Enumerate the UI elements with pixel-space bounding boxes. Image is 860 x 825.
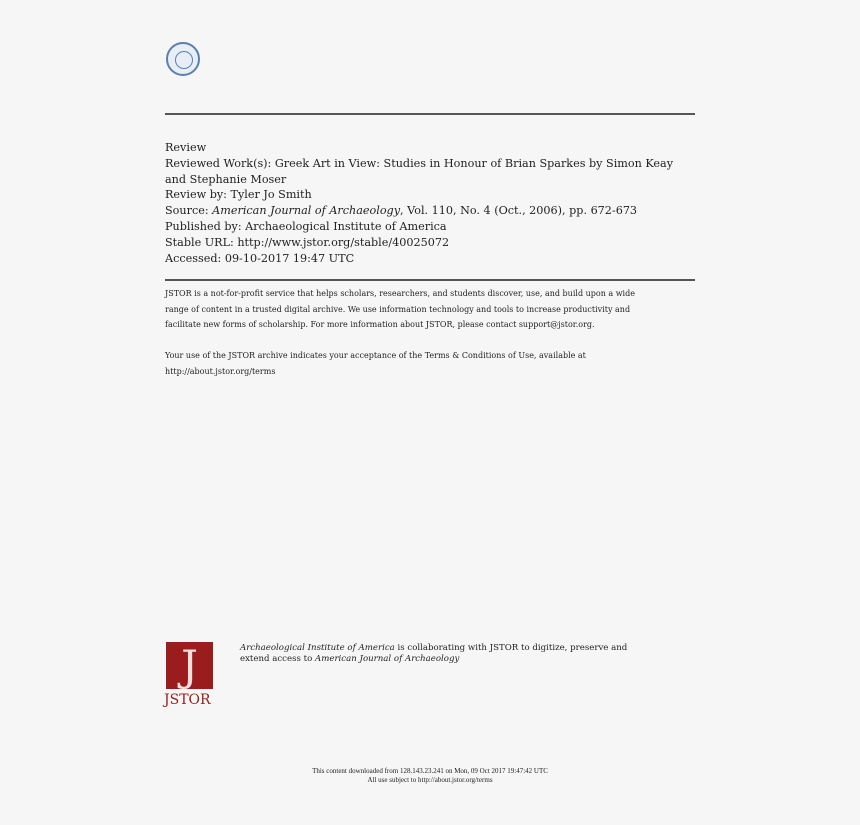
download-footer	[0, 767, 860, 785]
notice-line: facilitate new forms of scholarship. For more information about JSTOR, please contact support@jstor.org.	[165, 320, 595, 330]
collab-text: is collaborating with JSTOR to digitize, preserve and	[394, 643, 628, 653]
jstor-notice	[165, 286, 705, 333]
terms-link[interactable]: http://about.jstor.org/terms	[165, 366, 276, 376]
source: Source: American Journal of Archaeology, Vol. 110, No. 4 (Oct., 2006), pp. 672-673	[165, 204, 638, 218]
footer-line: All use subject to http://about.jstor.org/terms	[367, 776, 493, 784]
item-type: Review	[165, 141, 207, 154]
terms-line: Your use of the JSTOR archive indicates your acceptance of the Terms & Conditions of Use, available at	[165, 351, 586, 360]
publisher-name: Archaeological Institute of America	[240, 643, 395, 653]
reviewed-works: Reviewed Work(s): Greek Art in View: Studies in Honour of Brian Sparkes by Simon Keay	[165, 156, 674, 170]
reviewed-works-cont: and Stephanie Moser	[165, 172, 287, 186]
terms-notice	[165, 348, 705, 379]
collaboration-statement	[240, 643, 627, 665]
footer-line: This content downloaded from 128.143.23.241 on Mon, 09 Oct 2017 19:47:42 UTC	[312, 767, 548, 775]
society-seal-logo	[166, 42, 200, 76]
review-author: Review by: Tyler Jo Smith	[165, 188, 312, 202]
stable-url-link[interactable]: Stable URL: http://www.jstor.org/stable/40025072	[165, 235, 450, 249]
accessed-date: Accessed: 09-10-2017 19:47 UTC	[165, 251, 355, 265]
notice-line: range of content in a trusted digital archive. We use information technology and tools to increase productivity and	[165, 304, 631, 314]
jstor-logo-icon: J	[166, 642, 213, 689]
jstor-wordmark: JSTOR	[164, 692, 211, 708]
notice-line: JSTOR is a not-for-profit service that helps scholars, researchers, and students discover, use, and build upon a wide	[165, 289, 635, 298]
middle-divider	[165, 279, 695, 281]
journal-name: American Journal of Archaeology	[315, 654, 460, 664]
citation-metadata	[165, 140, 705, 266]
source-journal: American Journal of Archaeology	[212, 204, 401, 218]
top-divider	[165, 113, 695, 115]
publisher: Published by: Archaeological Institute of America	[165, 219, 447, 233]
collab-text: extend access to	[240, 654, 315, 664]
